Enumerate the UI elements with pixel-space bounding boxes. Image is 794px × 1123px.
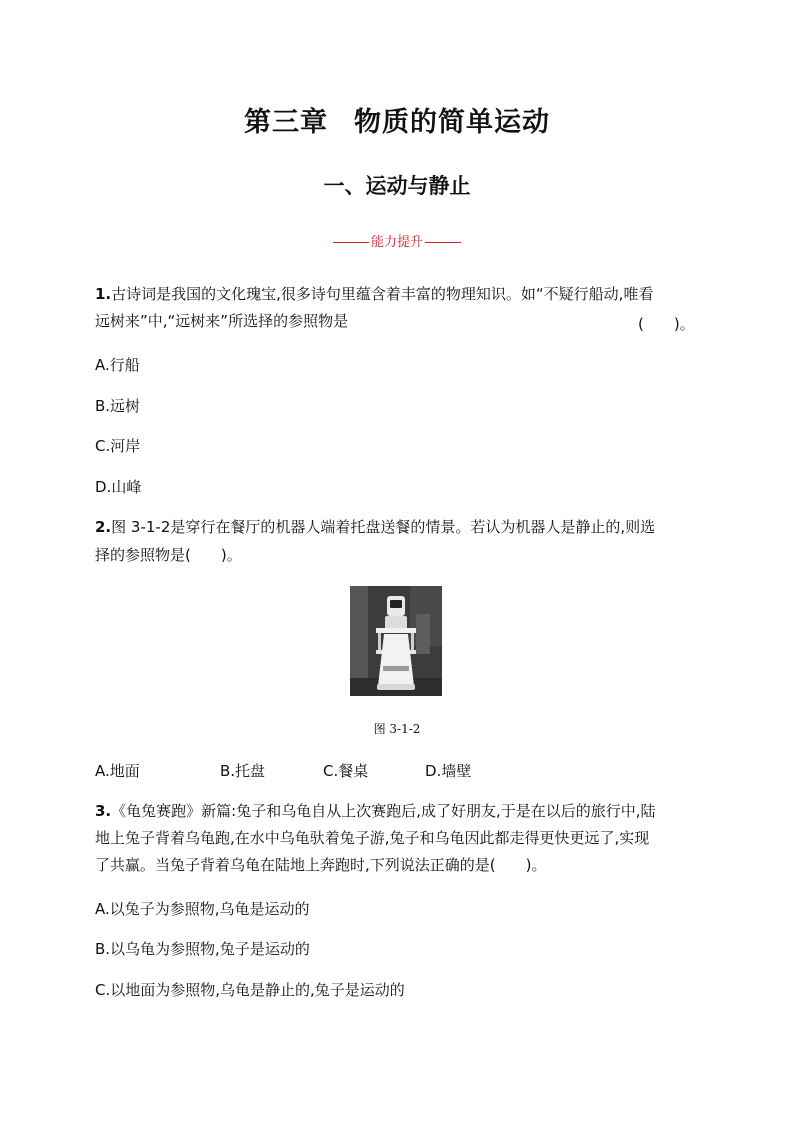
question-1-option-a: A.行船: [95, 356, 140, 374]
question-2-option-d: D.墙壁: [425, 762, 472, 780]
question-1-number: 1.: [95, 285, 112, 303]
question-3-option-a: A.以兔子为参照物,乌龟是运动的: [95, 900, 310, 918]
robot-photo: [350, 586, 442, 696]
question-3-text: 《龟兔赛跑》新篇:兔子和乌龟自从上次赛跑后,成了好朋友,于是在以后的旅行中,陆: [111, 802, 656, 820]
banner-left-rule: [333, 242, 369, 243]
section-banner: [0, 231, 794, 250]
question-3-option-c: C.以地面为参照物,乌龟是静止的,兔子是运动的: [95, 981, 405, 999]
question-1-line-1: [95, 281, 653, 308]
chapter-number: 第三章: [244, 107, 328, 138]
question-2-option-c: C.餐桌: [323, 762, 369, 780]
question-1-text: 古诗词是我国的文化瑰宝,很多诗句里蕴含着丰富的物理知识。如“不疑行船动,唯看: [111, 285, 654, 303]
chapter-subtitle: 物质的简单运动: [354, 107, 550, 138]
chapter-title: [0, 100, 794, 139]
question-3-line-2: [95, 825, 649, 852]
question-3-option-b: B.以乌龟为参照物,兔子是运动的: [95, 940, 310, 958]
question-3-text-2: 地上兔子背着乌龟跑,在水中乌龟驮着兔子游,兔子和乌龟因此都走得更快更远了,实现: [95, 829, 650, 847]
question-1-answer-blank: ( )。: [638, 315, 695, 333]
question-2-number: 2.: [95, 518, 112, 536]
question-2-text: 图 3-1-2是穿行在餐厅的机器人端着托盘送餐的情景。若认为机器人是静止的,则选: [111, 518, 656, 536]
question-1-option-b: B.远树: [95, 397, 141, 415]
question-3-line-1: [95, 798, 656, 825]
question-2-line-1: [95, 514, 655, 541]
question-2-option-b: B.托盘: [220, 762, 266, 780]
question-2-text-2: 择的参照物是( )。: [95, 546, 242, 564]
section-title: 一、运动与静止: [323, 174, 471, 198]
question-1-line-2: [95, 308, 348, 335]
figure-caption: 图 3-1-2: [373, 722, 421, 736]
question-2-line-2: [95, 542, 242, 569]
question-1-text-2: 远树来”中,“远树来”所选择的参照物是: [95, 312, 349, 330]
question-1-option-c: C.河岸: [95, 437, 141, 455]
question-2-option-a: A.地面: [95, 762, 140, 780]
banner-right-rule: [425, 242, 461, 243]
banner-label: 能力提升: [370, 235, 423, 250]
question-3-text-3: 了共赢。当兔子背着乌龟在陆地上奔跑时,下列说法正确的是( )。: [95, 856, 547, 874]
question-3-number: 3.: [95, 802, 112, 820]
question-3-line-3: [95, 852, 546, 879]
question-1-option-d: D.山峰: [95, 478, 142, 496]
